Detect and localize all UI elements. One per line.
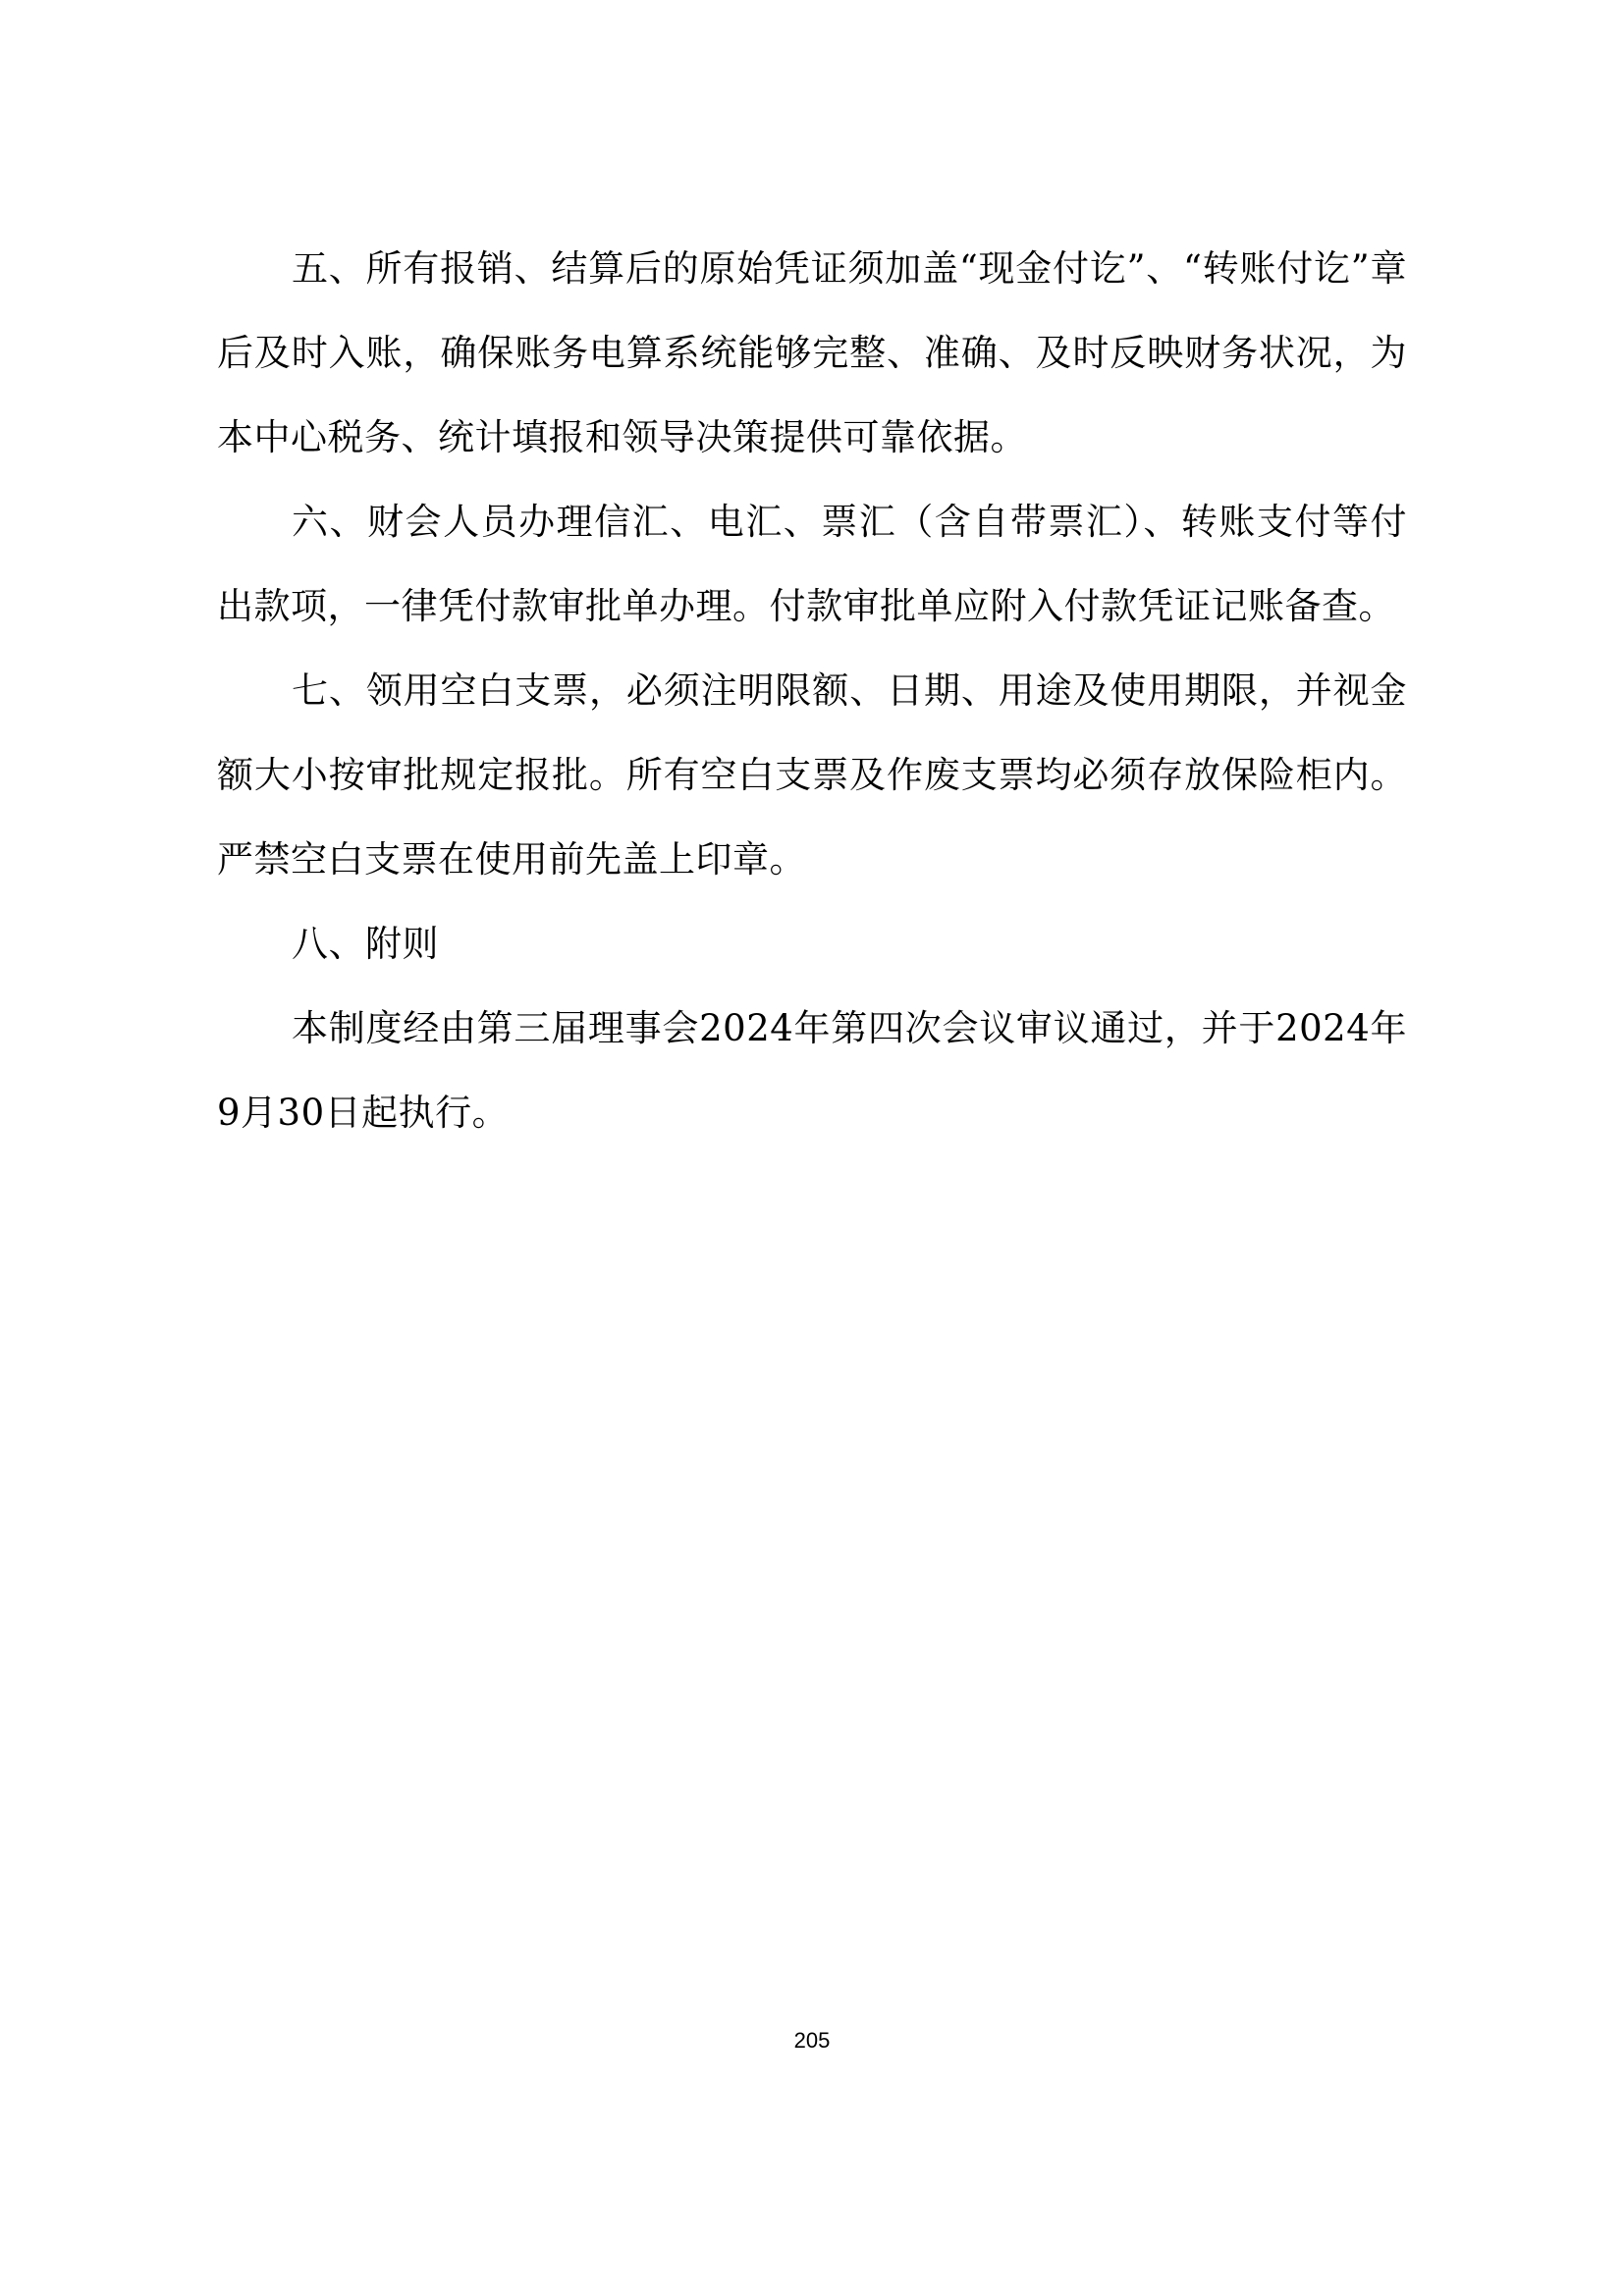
paragraph-seven: 七、领用空白支票，必须注明限额、日期、用途及使用期限，并视金额大小按审批规定报批。所有空白支票及作废支票均必须存放保险柜内。严禁空白支票在使用前先盖上印章。 <box>217 669 1407 881</box>
paragraph-five: 五、所有报销、结算后的原始凭证须加盖“现金付讫”、“转账付讫”章后及时入账，确保账务电算系统能够完整、准确、及时反映财务状况，为本中心税务、统计填报和领导决策提供可靠依据。 <box>217 247 1407 458</box>
document-body <box>217 227 1407 1155</box>
page-number: 205 <box>793 2028 831 2053</box>
section-heading-appendix: 八、附则 <box>292 923 439 965</box>
paragraph-effective-date: 本制度经由第三届理事会2024年第四次会议审议通过，并于2024年9月30日起执行。 <box>217 1007 1407 1134</box>
paragraph-six: 六、财会人员办理信汇、电汇、票汇（含自带票汇）、转账支付等付出款项，一律凭付款审批单办理。付款审批单应附入付款凭证记账备查。 <box>217 501 1407 627</box>
